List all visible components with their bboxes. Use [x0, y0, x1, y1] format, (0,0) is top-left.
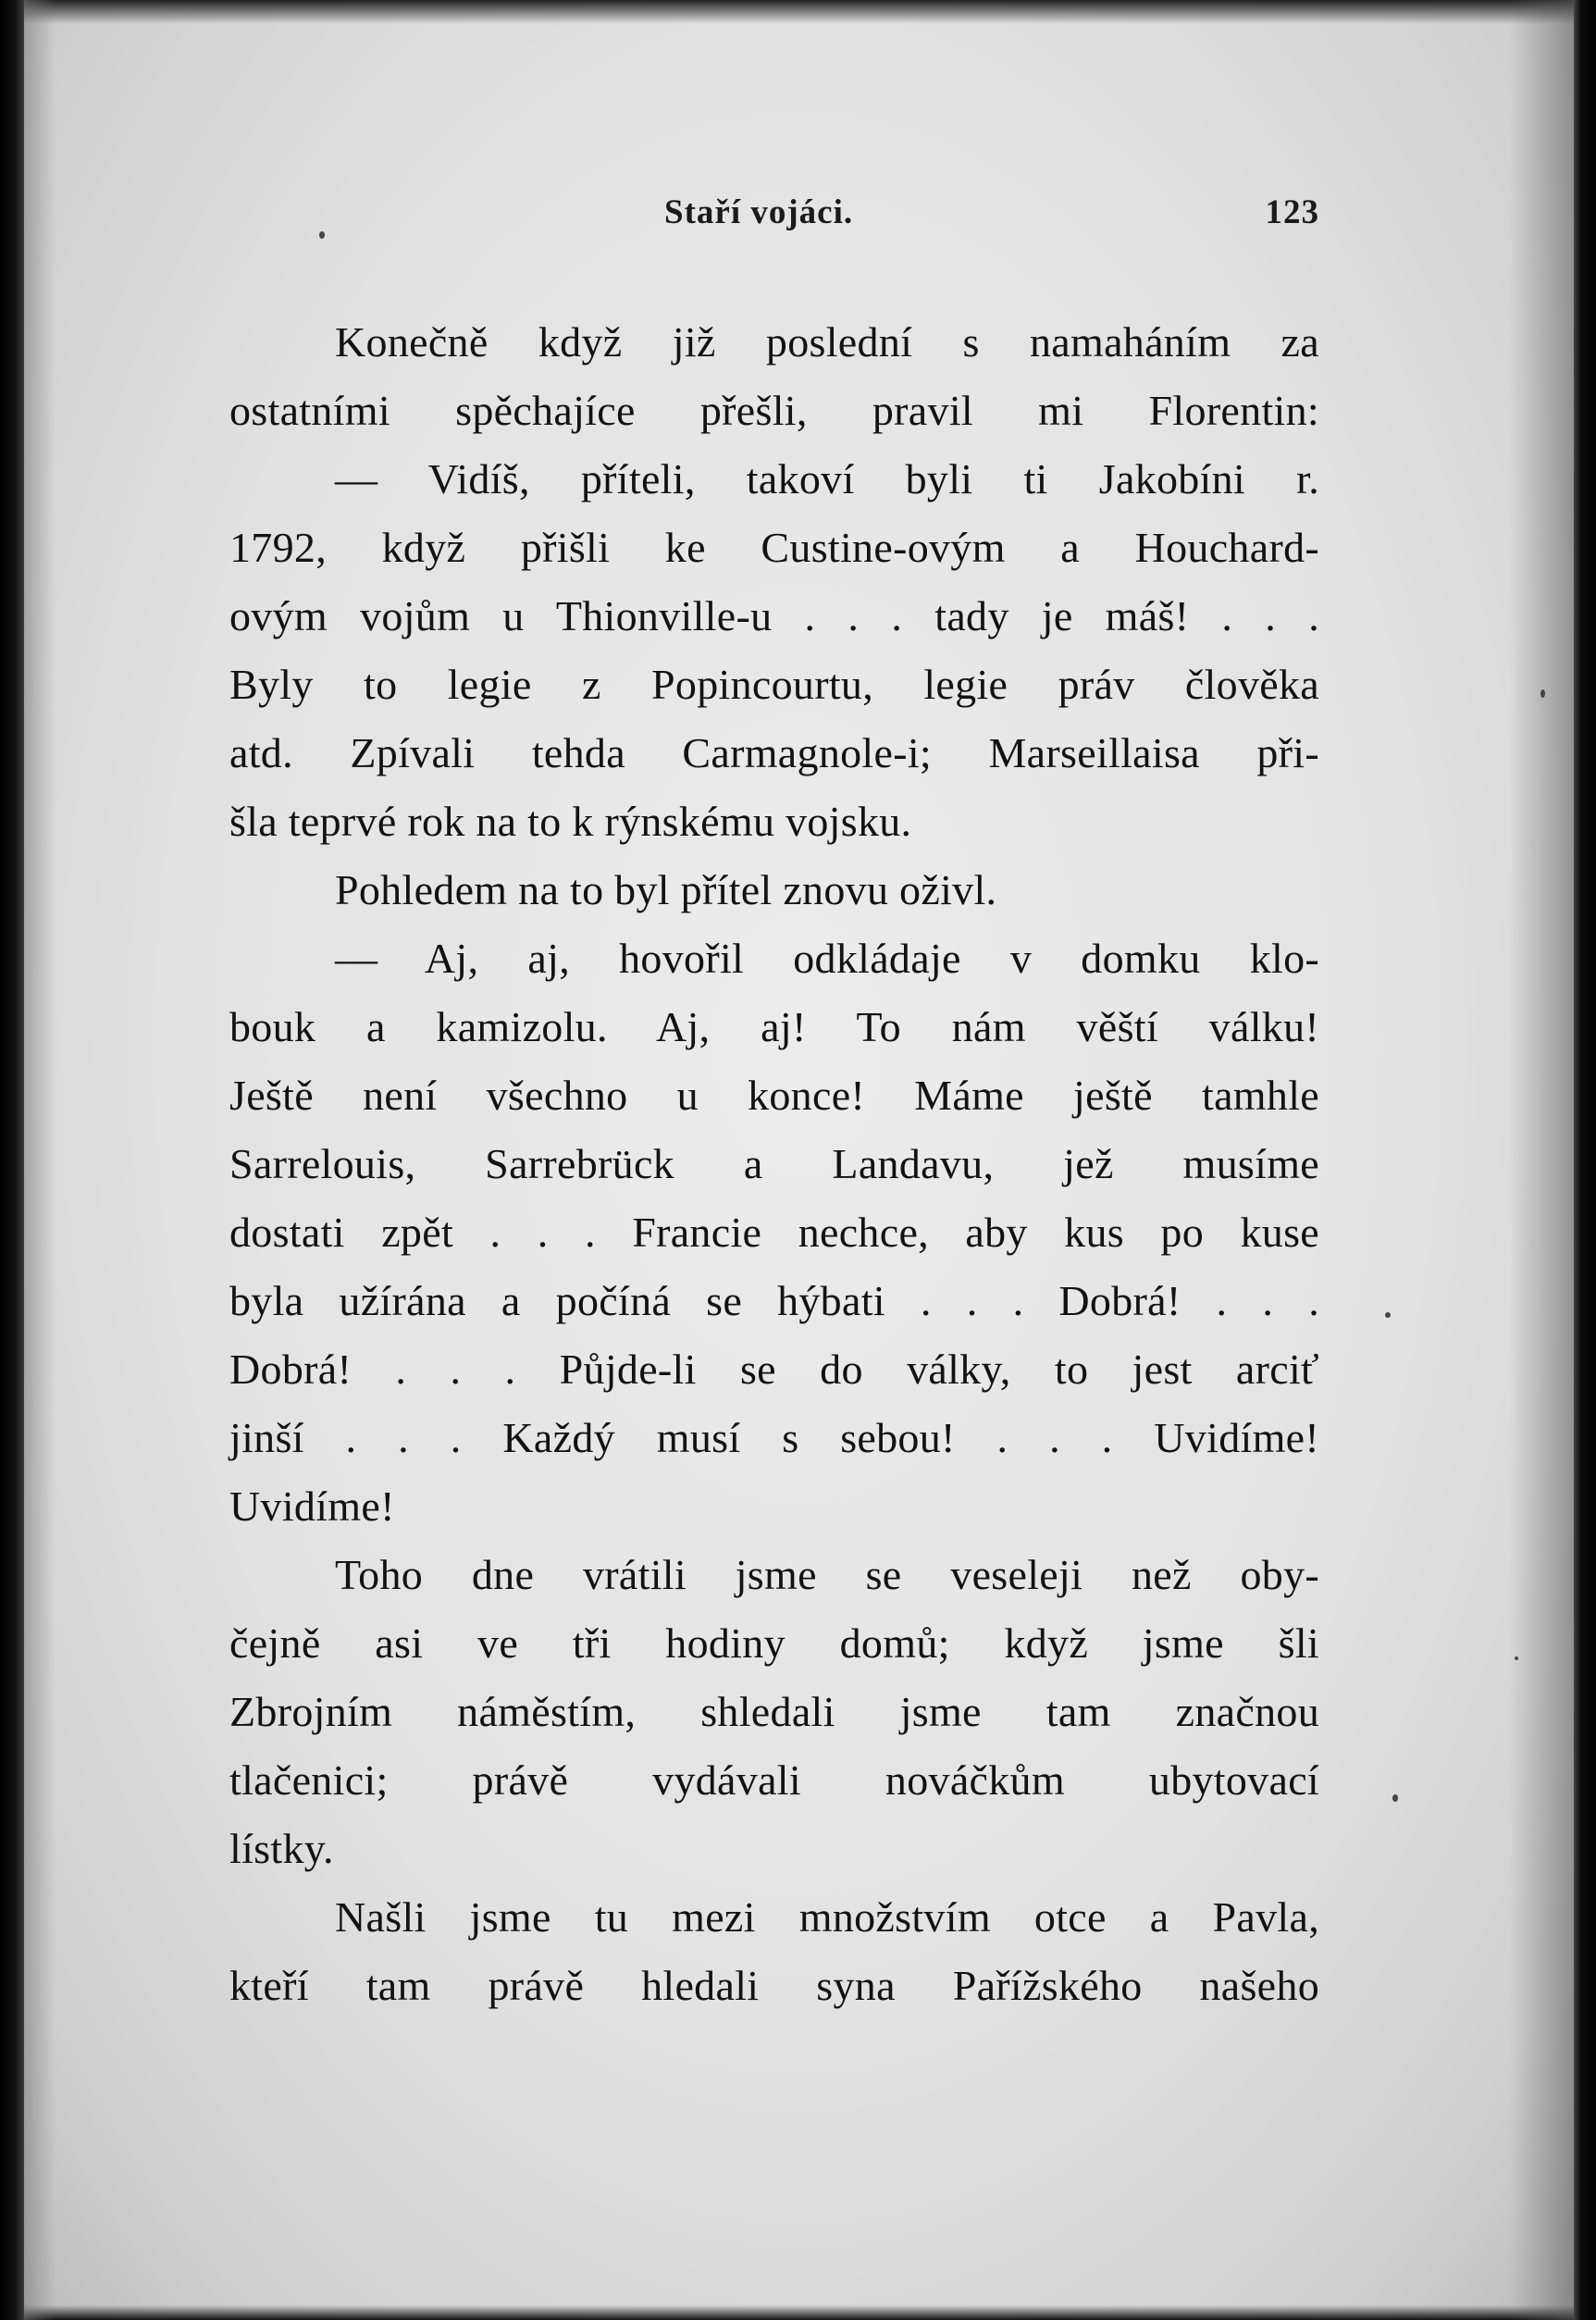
page-shadow-right: [1509, 0, 1574, 2320]
text-line: Konečně když již poslední s namaháním za: [335, 318, 1319, 366]
text-line: Ještě není všechno u konce! Máme ještě tamhle: [229, 1072, 1319, 1119]
scan-speck: [1515, 1656, 1518, 1660]
text-line: Pohledem na to byl přítel znovu oživl.: [335, 866, 997, 913]
text-line: šla teprvé rok na to k rýnskému vojsku.: [229, 798, 912, 845]
text-line: atd. Zpívali tehda Carmagnole-i; Marseillaisa při-: [229, 729, 1319, 776]
page-shadow-left: [24, 0, 56, 2320]
text-line: Toho dne vrátili jsme se veseleji než oby-: [335, 1551, 1319, 1598]
scan-speck: [1540, 689, 1545, 698]
text-line: 1792, když přišli ke Custine-ovým a Houchard-: [229, 524, 1319, 571]
body-text: [229, 308, 1319, 2020]
scan-border-right: [1574, 0, 1596, 2320]
text-line: Sarrelouis, Sarrebrück a Landavu, jež musíme: [229, 1140, 1319, 1187]
text-line: ostatními spěchajíce přešli, pravil mi Florentin:: [229, 387, 1319, 434]
scan-border-top: [0, 0, 1596, 24]
text-line: dostati zpět . . . Francie nechce, aby kus po kuse: [229, 1209, 1319, 1256]
text-line: Byly to legie z Popincourtu, legie práv člověka: [229, 661, 1319, 708]
text-line: tlačenici; právě vydávali nováčkům ubytovací: [229, 1756, 1319, 1804]
scan-border-left: [0, 0, 24, 2320]
text-line: bouk a kamizolu. Aj, aj! To nám věští válku!: [229, 1003, 1319, 1050]
scan-speck: [1385, 1312, 1391, 1318]
running-title: Staří vojáci.: [664, 193, 854, 231]
text-line: — Aj, aj, hovořil odkládaje v domku klo-: [335, 935, 1319, 982]
scan-speck: [1392, 1794, 1398, 1802]
text-line: Zbrojním náměstím, shledali jsme tam značnou: [229, 1688, 1319, 1735]
page-header: [229, 192, 1319, 239]
text-line: jinší . . . Každý musí s sebou! . . . Uvidíme!: [229, 1414, 1319, 1461]
text-line: Uvidíme!: [229, 1483, 395, 1530]
page-number: 123: [1265, 193, 1319, 231]
scan-border-bottom: [0, 2305, 1596, 2320]
text-line: byla užírána a počíná se hýbati . . . Dobrá! . . .: [229, 1277, 1319, 1324]
text-line: čejně asi ve tři hodiny domů; když jsme šli: [229, 1619, 1319, 1667]
text-line: Dobrá! . . . Půjde-li se do války, to jest arciť: [229, 1346, 1319, 1393]
text-line: ovým vojům u Thionville-u . . . tady je máš! . . .: [229, 592, 1319, 639]
text-line: kteří tam právě hledali syna Pařížského našeho: [229, 1962, 1319, 2009]
text-line: lístky.: [229, 1825, 334, 1872]
text-line: Našli jsme tu mezi množstvím otce a Pavla,: [335, 1893, 1319, 1941]
text-line: — Vidíš, příteli, takoví byli ti Jakobíni r.: [335, 455, 1319, 502]
